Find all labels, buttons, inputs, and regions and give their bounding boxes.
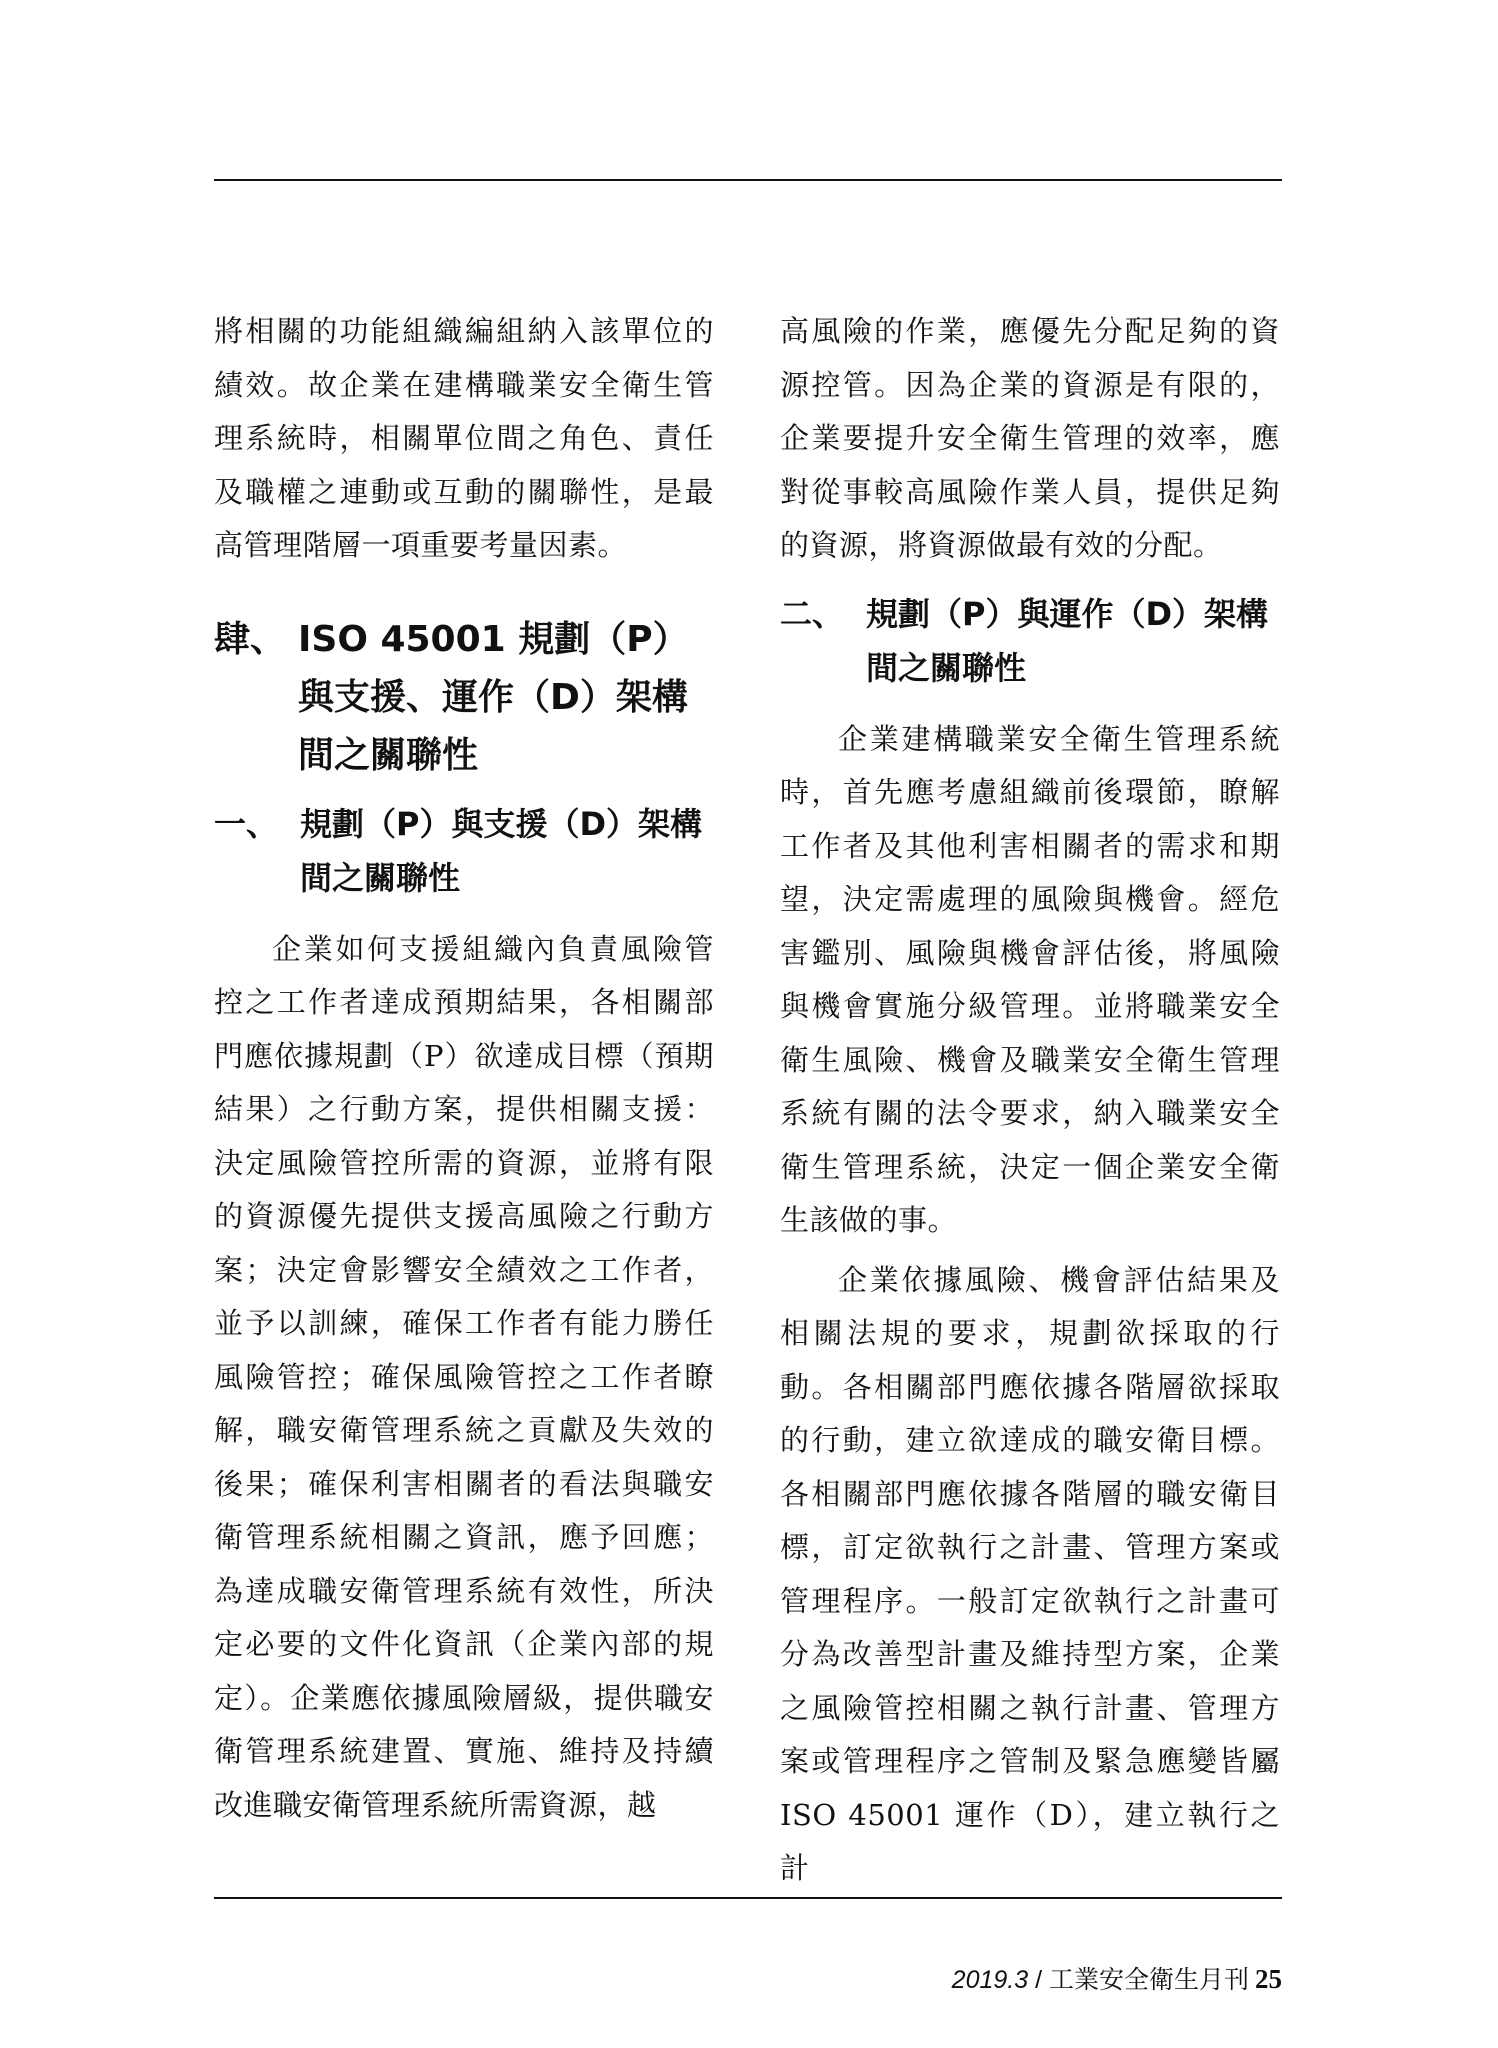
page-footer	[952, 1960, 1282, 1996]
issue-date: 2019.3	[951, 1966, 1029, 1994]
subsection-heading	[780, 587, 1280, 695]
subsection-number: 一、	[214, 804, 279, 843]
right-column	[780, 305, 1280, 1896]
section-number: 肆、	[214, 618, 287, 660]
section-heading	[214, 611, 714, 785]
subsection-title: 規劃（P）與運作（D）架構間之關聯性	[866, 594, 1269, 687]
paragraph: 企業如何支援組織內負責風險管控之工作者達成預期結果，各相關部門應依據規劃（P）欲達成目標（預期結果）之行動方案，提供相關支援：決定風險管控所需的資源，並將有限的資源優先提供支援高風險之行動方案；決定會影響安全績效之工作者，並予以訓練，確保工作者有能力勝任風險管控；確保風險管控之工作者瞭解，職安衛管理系統之貢獻及失效的後果；確保利害相關者的看法與職安衛管理系統相關之資訊，應予回應；為達成職安衛管理系統有效性，所決定必要的文件化資訊（企業內部的規定）。企業應依據風險層級，提供職安衛管理系統建置、實施、維持及持續改進職安衛管理系統所需資源，越	[214, 931, 714, 1822]
paragraph: 企業依據風險、機會評估結果及相關法規的要求，規劃欲採取的行動。各相關部門應依據各階層欲採取的行動，建立欲達成的職安衛目標。各相關部門應依據各階層的職安衛目標，訂定欲執行之計畫、管理方案或管理程序。一般訂定欲執行之計畫可分為改善型計畫及維持型方案，企業之風險管控相關之執行計畫、管理方案或管理程序之管制及緊急應變皆屬ISO 45001 運作（D），建立執行之計	[780, 1262, 1280, 1885]
subsection-heading	[214, 797, 714, 905]
journal-title: 工業安全衛生月刊	[1048, 1966, 1249, 1994]
footer-separator: /	[1028, 1966, 1049, 1994]
paragraph: 高風險的作業，應優先分配足夠的資源控管。因為企業的資源是有限的，企業要提升安全衛生管理的效率，應對從事較高風險作業人員，提供足夠的資源，將資源做最有效的分配。	[780, 314, 1280, 562]
header-rule	[214, 179, 1282, 181]
left-column	[214, 305, 714, 1832]
section-title: ISO 45001 規劃（P）與支援、運作（D）架構間之關聯性	[298, 618, 689, 776]
subsection-title: 規劃（P）與支援（D）架構間之關聯性	[300, 804, 703, 897]
footer-rule	[214, 1897, 1282, 1899]
page-number: 25	[1255, 1964, 1282, 1994]
paragraph: 企業建構職業安全衛生管理系統時，首先應考慮組織前後環節，瞭解工作者及其他利害相關者的需求和期望，決定需處理的風險與機會。經危害鑑別、風險與機會評估後，將風險與機會實施分級管理。並將職業安全衛生風險、機會及職業安全衛生管理系統有關的法令要求，納入職業安全衛生管理系統，決定一個企業安全衛生該做的事。	[780, 721, 1280, 1237]
subsection-number: 二、	[780, 594, 845, 633]
paragraph: 將相關的功能組織編組納入該單位的績效。故企業在建構職業安全衛生管理系統時，相關單位間之角色、責任及職權之連動或互動的關聯性，是最高管理階層一項重要考量因素。	[214, 314, 714, 562]
